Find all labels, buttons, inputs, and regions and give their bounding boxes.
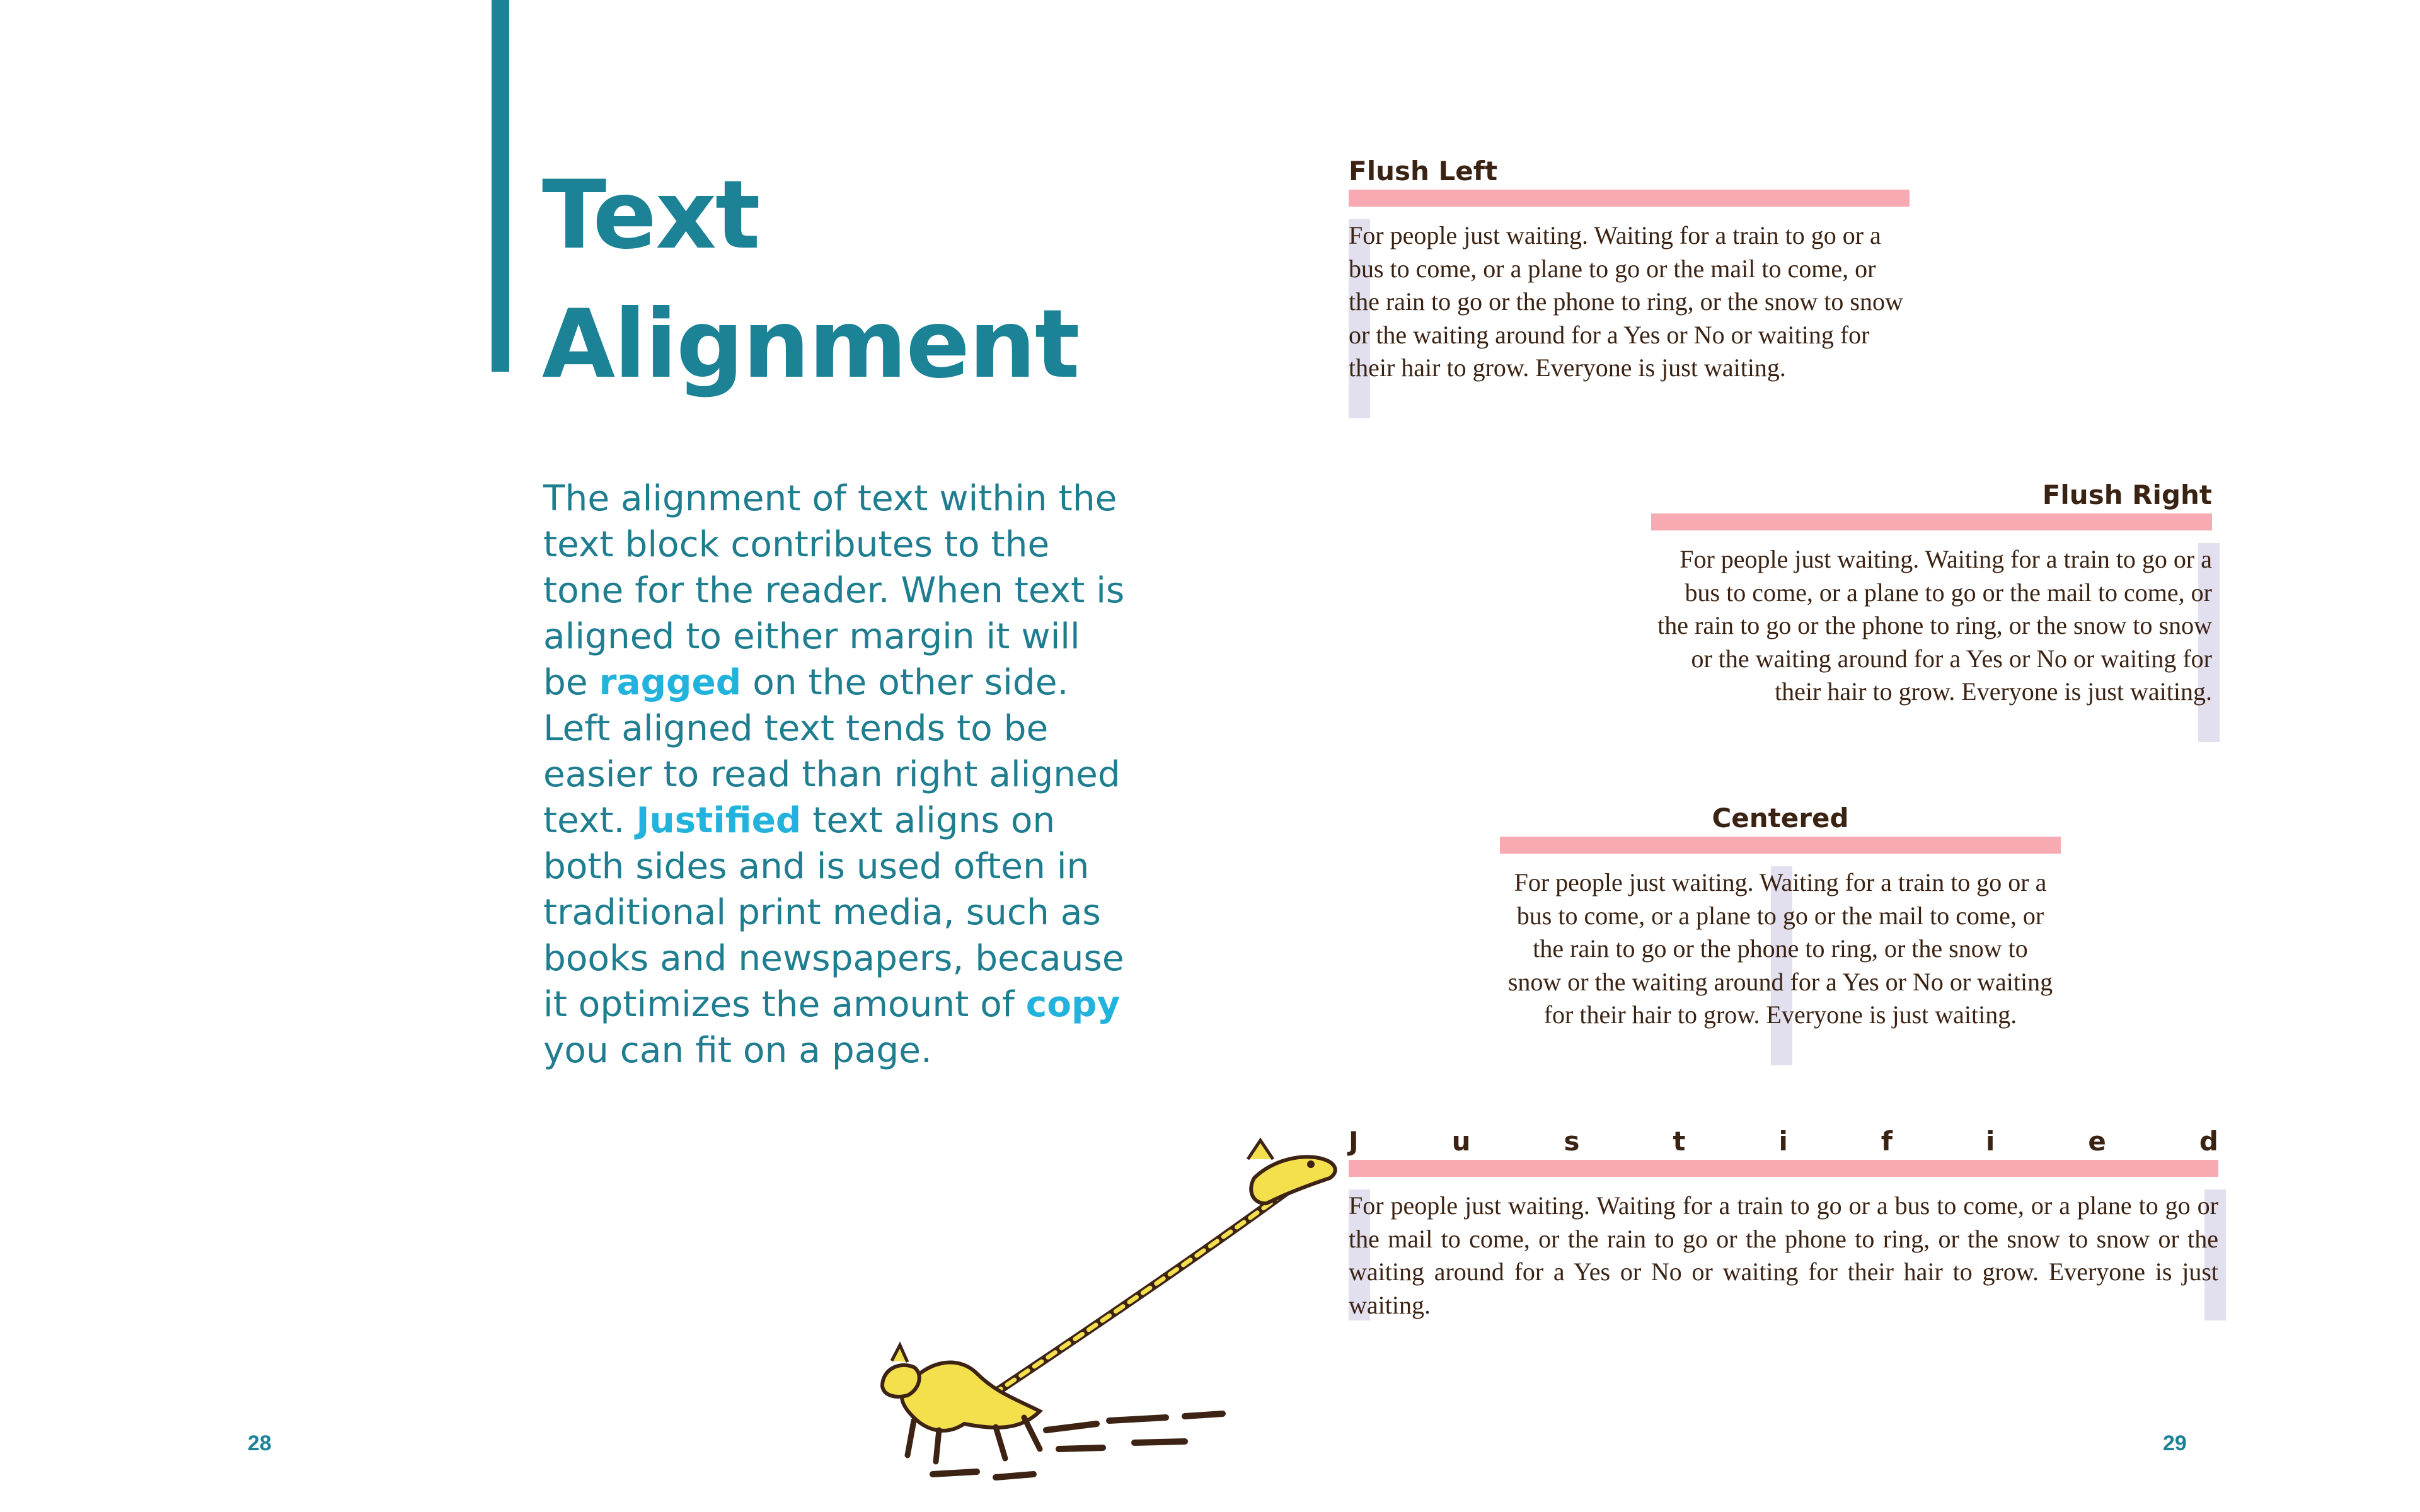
example-flush-left bbox=[1349, 153, 1910, 385]
centered-text: For people just waiting. Waiting for a train to go or a bus to come, or a plane to go or the mail to come, or the rain to go or the phone to ring, or the snow to snow or the waiting around for a Yes or No or waiting for their hair to grow. Everyone is just waiting. bbox=[1507, 868, 2053, 1029]
page-title-line-1: Text bbox=[542, 161, 759, 270]
intro-text-3: text aligns on both sides and is used often in traditional print media, such as books and newspapers, because it optimizes the amount of bbox=[543, 800, 1124, 1025]
page-number-right: 29 bbox=[2163, 1431, 2187, 1455]
keyword-ragged: ragged bbox=[599, 662, 742, 703]
flush-left-rule bbox=[1349, 190, 1910, 207]
intro-paragraph bbox=[543, 476, 1136, 1074]
page-title bbox=[542, 151, 1109, 410]
keyword-copy: copy bbox=[1025, 984, 1121, 1025]
flush-left-text: For people just waiting. Waiting for a train to go or a bus to come, or a plane to go or the mail to come, or the rain to go or the phone to ring, or the snow to snow or the waiting around for a Yes or No or waiting for their hair to grow. Everyone is just waiting. bbox=[1349, 221, 1903, 382]
title-accent-bar bbox=[492, 0, 509, 372]
intro-text-2: on the other side. Left aligned text tends to be easier to read than right aligned text. bbox=[543, 662, 1121, 841]
justified-text: For people just waiting. Waiting for a train to go or a bus to come, or a plane to go or the mail to come, or the rain to go or the phone to ring, or the snow to snow or the waiting around for a Yes or No or waiting for their hair to grow. Everyone is just waiting. bbox=[1349, 1191, 2218, 1319]
example-flush-right bbox=[1651, 477, 2212, 709]
flush-left-body bbox=[1349, 219, 1910, 385]
centered-rule bbox=[1500, 837, 2061, 854]
flush-left-heading: Flush Left bbox=[1349, 156, 1498, 186]
keyword-justified: Justified bbox=[636, 800, 802, 841]
intro-text-4: you can fit on a page. bbox=[543, 1030, 932, 1071]
intro-text-1: The alignment of text within the text block contributes to the tone for the reader. When text is aligned to either margin it will be bbox=[543, 478, 1125, 703]
dog-on-long-leash-illustration bbox=[870, 1134, 1361, 1487]
justified-heading bbox=[1349, 1123, 2218, 1160]
centered-body bbox=[1500, 866, 2061, 1032]
justified-heading-letter: t bbox=[1673, 1126, 1686, 1157]
page-title-line-2: Alignment bbox=[542, 290, 1079, 399]
justified-heading-letter: d bbox=[2199, 1126, 2218, 1157]
justified-heading-letter: i bbox=[1986, 1126, 1995, 1157]
justified-heading-letter: f bbox=[1881, 1126, 1893, 1157]
example-justified bbox=[1349, 1123, 2218, 1322]
justified-heading-letter: u bbox=[1451, 1126, 1471, 1157]
justified-heading-letter: J bbox=[1349, 1126, 1359, 1157]
flush-right-text: For people just waiting. Waiting for a train to go or a bus to come, or a plane to go or the mail to come, or the rain to go or the phone to ring, or the snow to snow or the waiting around for a Yes or No or waiting for their hair to grow. Everyone is just waiting. bbox=[1657, 545, 2212, 706]
justified-rule bbox=[1349, 1160, 2218, 1177]
centered-heading: Centered bbox=[1712, 803, 1849, 833]
flush-right-body bbox=[1651, 543, 2212, 709]
page-number-left: 28 bbox=[248, 1431, 272, 1455]
justified-body bbox=[1349, 1189, 2218, 1322]
justified-heading-letter: e bbox=[2088, 1126, 2106, 1157]
flush-right-heading: Flush Right bbox=[2042, 479, 2212, 510]
flush-right-rule bbox=[1651, 513, 2212, 530]
justified-heading-letter: i bbox=[1778, 1126, 1788, 1157]
example-centered bbox=[1500, 800, 2061, 1032]
justified-heading-letter: s bbox=[1564, 1126, 1580, 1157]
